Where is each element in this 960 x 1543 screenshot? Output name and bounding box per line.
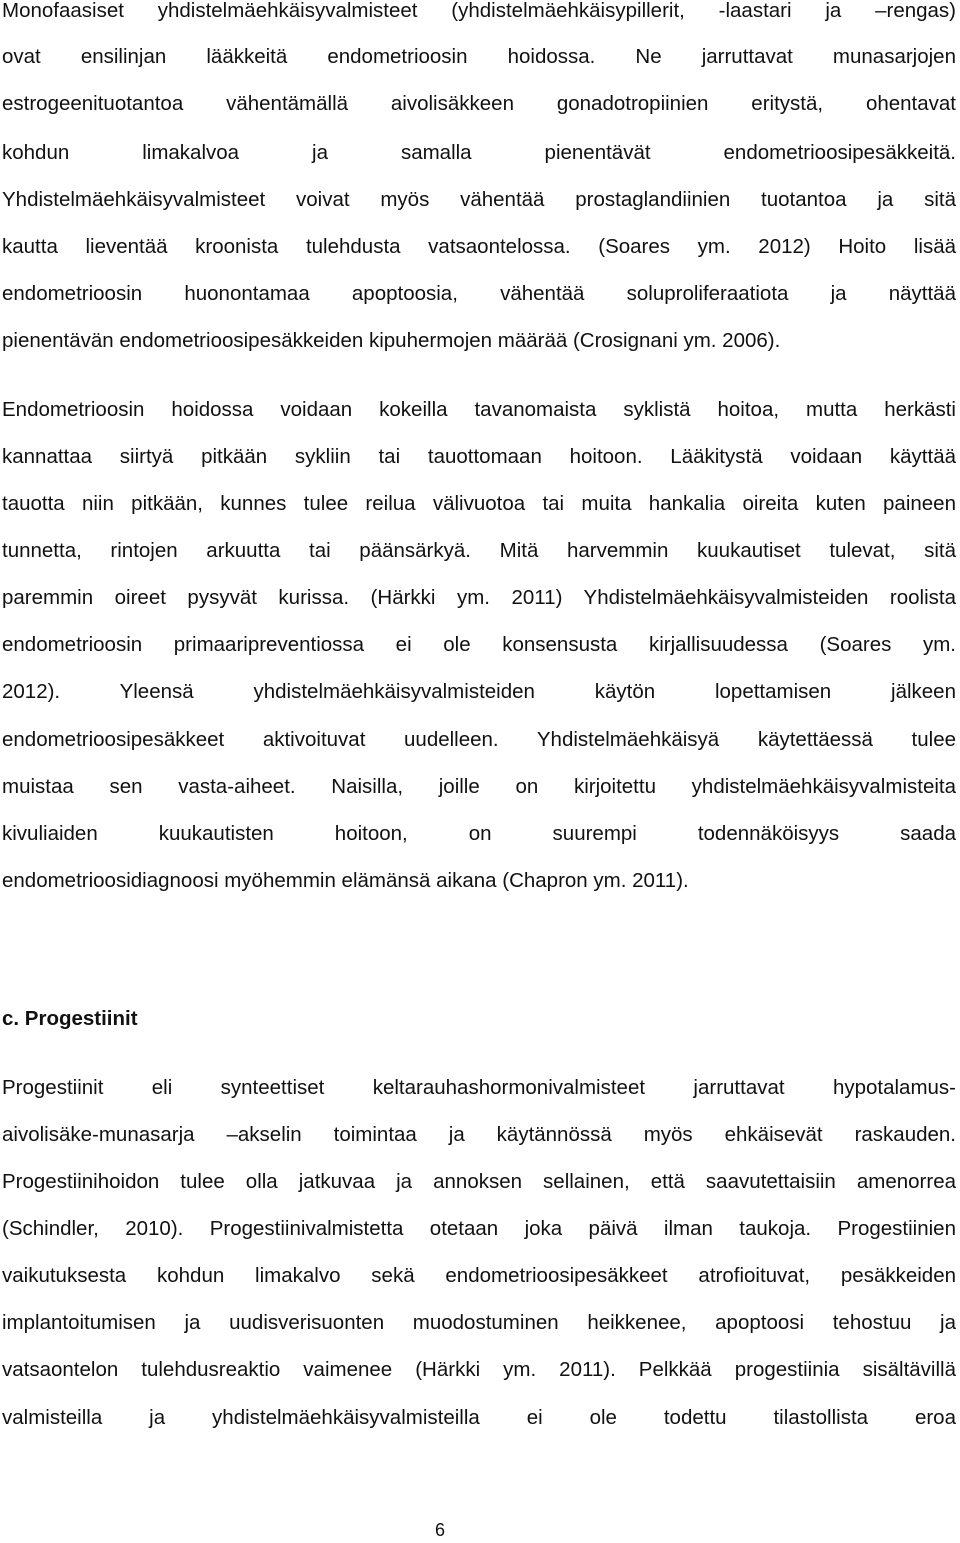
paragraph-line: endometrioosin primaaripreventiossa ei ole konsensusta kirjallisuudessa (Soares ym. (2, 633, 956, 656)
paragraph-line: vatsaontelon tulehdusreaktio vaimenee (Härkki ym. 2011). Pelkkää progestiinia sisältävillä (2, 1358, 956, 1381)
paragraph-line: vaikutuksesta kohdun limakalvo sekä endometrioosipesäkkeet atrofioituvat, pesäkkeiden (2, 1264, 956, 1287)
paragraph-line: Progestiinihoidon tulee olla jatkuvaa ja annoksen sellainen, että saavutettaisiin amenorrea (2, 1170, 956, 1193)
paragraph-line: kannattaa siirtyä pitkään sykliin tai tauottomaan hoitoon. Lääkitystä voidaan käyttää (2, 445, 956, 468)
paragraph-line: Progestiinit eli synteettiset keltarauhashormonivalmisteet jarruttavat hypotalamus- (2, 1076, 956, 1099)
paragraph-line: Yhdistelmäehkäisyvalmisteet voivat myös vähentää prostaglandiinien tuotantoa ja sitä (2, 188, 956, 211)
section-heading: c. Progestiinit (2, 1007, 138, 1030)
paragraph-line: Endometrioosin hoidossa voidaan kokeilla tavanomaista syklistä hoitoa, mutta herkästi (2, 398, 956, 421)
paragraph-line: (Schindler, 2010). Progestiinivalmistetta otetaan joka päivä ilman taukoja. Progestiinien (2, 1217, 956, 1240)
paragraph-line: kohdun limakalvoa ja samalla pienentävät endometrioosipesäkkeitä. (2, 141, 956, 164)
paragraph-line: kautta lieventää kroonista tulehdusta vatsaontelossa. (Soares ym. 2012) Hoito lisää (2, 235, 956, 258)
page-number: 6 (434, 1520, 445, 1540)
paragraph-line: pienentävän endometrioosipesäkkeiden kipuhermojen määrää (Crosignani ym. 2006). (2, 329, 781, 352)
paragraph-line: tunnetta, rintojen arkuutta tai päänsärkyä. Mitä harvemmin kuukautiset tulevat, sitä (2, 539, 956, 562)
paragraph-line: paremmin oireet pysyvät kurissa. (Härkki ym. 2011) Yhdistelmäehkäisyvalmisteiden roolista (2, 586, 956, 609)
paragraph-line: Monofaasiset yhdistelmäehkäisyvalmisteet (yhdistelmäehkäisypillerit, -laastari ja –rengas) (2, 0, 956, 22)
paragraph-line: kivuliaiden kuukautisten hoitoon, on suurempi todennäköisyys saada (2, 822, 956, 845)
paragraph-line: endometrioosipesäkkeet aktivoituvat uudelleen. Yhdistelmäehkäisyä käytettäessä tulee (2, 728, 956, 751)
paragraph-line: endometrioosin huonontamaa apoptoosia, vähentää soluproliferaatiota ja näyttää (2, 282, 956, 305)
paragraph-line: muistaa sen vasta-aiheet. Naisilla, joille on kirjoitettu yhdistelmäehkäisyvalmisteita (2, 775, 956, 798)
paragraph-line: endometrioosidiagnoosi myöhemmin elämänsä aikana (Chapron ym. 2011). (2, 869, 689, 892)
paragraph-line: estrogeenituotantoa vähentämällä aivolisäkkeen gonadotropiinien eritystä, ohentavat (2, 92, 956, 115)
paragraph-line: valmisteilla ja yhdistelmäehkäisyvalmisteilla ei ole todettu tilastollista eroa (2, 1406, 956, 1429)
paragraph-line: 2012). Yleensä yhdistelmäehkäisyvalmisteiden käytön lopettamisen jälkeen (2, 680, 956, 703)
paragraph-line: implantoitumisen ja uudisverisuonten muodostuminen heikkenee, apoptoosi tehostuu ja (2, 1311, 956, 1334)
paragraph-line: ovat ensilinjan lääkkeitä endometrioosin hoidossa. Ne jarruttavat munasarjojen (2, 45, 956, 68)
paragraph-line: tauotta niin pitkään, kunnes tulee reilua välivuotoa tai muita hankalia oireita kuten paineen (2, 492, 956, 515)
paragraph-line: aivolisäke-munasarja –akselin toimintaa ja käytännössä myös ehkäisevät raskauden. (2, 1123, 956, 1146)
